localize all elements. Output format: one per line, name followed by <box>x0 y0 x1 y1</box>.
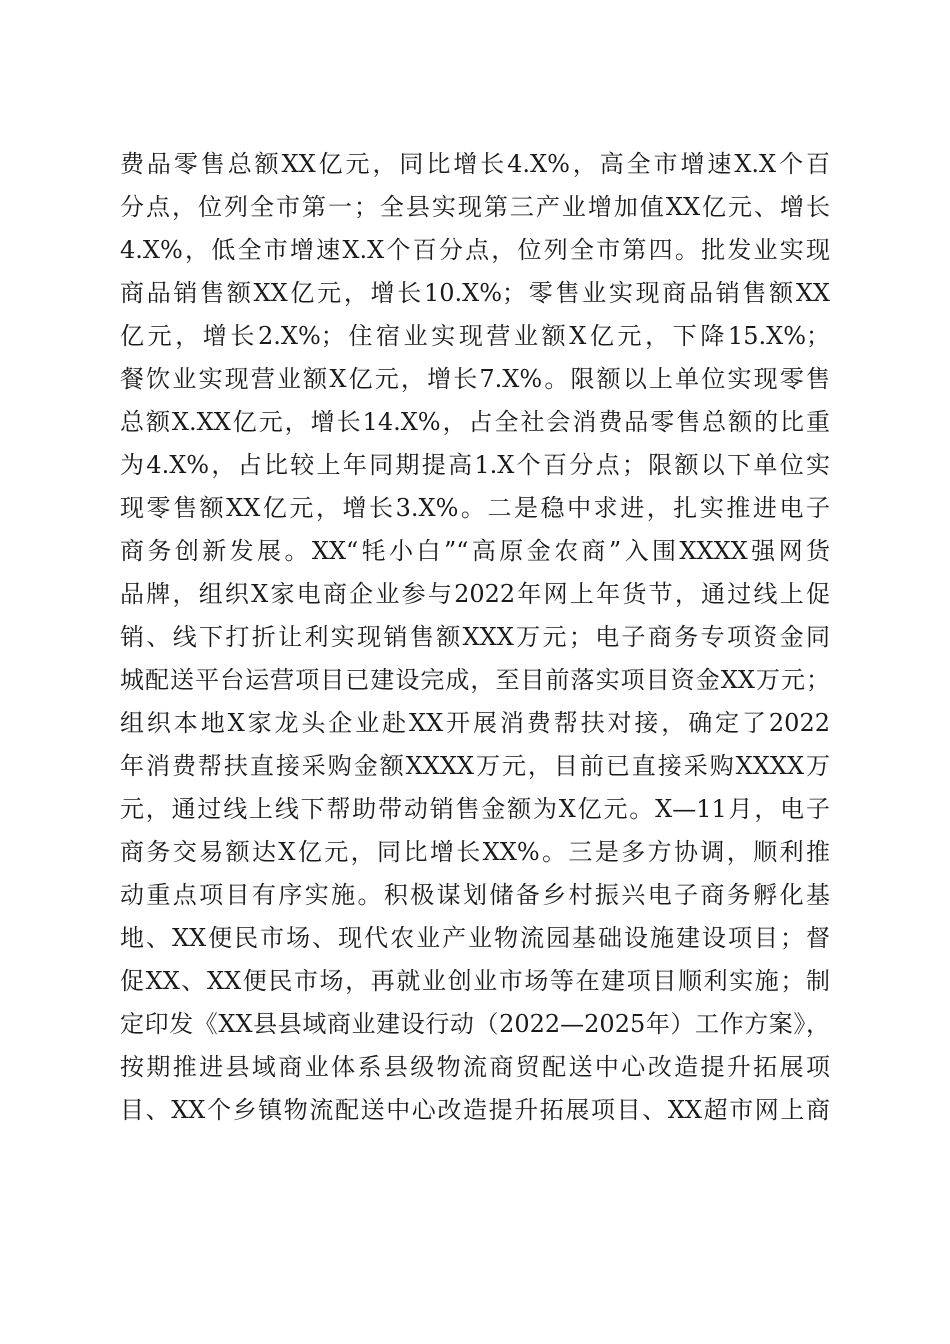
text-line: 商务创新发展。XX“牦小白”“高原金农商”入围XXXX强网货 <box>120 537 830 565</box>
text-line: 动重点项目有序实施。积极谋划储备乡村振兴电子商务孵化基 <box>120 881 830 909</box>
text-line: 销、线下打折让利实现销售额XXX万元；电子商务专项资金同 <box>120 623 830 651</box>
text-line: 地、XX便民市场、现代农业产业物流园基础设施建设项目；督 <box>120 924 830 952</box>
text-line: 总额X.XX亿元，增长14.X%，占全社会消费品零售总额的比重 <box>120 408 830 436</box>
body-text <box>120 143 830 1132</box>
text-line: 元，通过线上线下帮助带动销售金额为X亿元。X—11月，电子 <box>120 795 830 823</box>
text-line: 现零售额XX亿元，增长3.X%。二是稳中求进，扎实推进电子 <box>120 494 830 522</box>
text-line: 分点，位列全市第一；全县实现第三产业增加值XX亿元、增长 <box>120 193 830 221</box>
text-line: 促XX、XX便民市场，再就业创业市场等在建项目顺利实施；制 <box>120 967 830 995</box>
text-line: 组织本地X家龙头企业赴XX开展消费帮扶对接，确定了2022 <box>120 709 830 737</box>
text-line: 餐饮业实现营业额X亿元，增长7.X%。限额以上单位实现零售 <box>120 365 830 393</box>
text-line: 定印发《XX县县域商业建设行动（2022—2025年）工作方案》， <box>120 1010 830 1038</box>
text-line: 目、XX个乡镇物流配送中心改造提升拓展项目、XX超市网上商 <box>120 1096 830 1124</box>
text-line: 亿元，增长2.X%；住宿业实现营业额X亿元，下降15.X%； <box>120 322 830 350</box>
text-line: 商品销售额XX亿元，增长10.X%；零售业实现商品销售额XX <box>120 279 830 307</box>
text-line: 为4.X%，占比较上年同期提高1.X个百分点；限额以下单位实 <box>120 451 830 479</box>
text-line: 4.X%，低全市增速X.X个百分点，位列全市第四。批发业实现 <box>120 236 830 264</box>
text-line: 品牌，组织X家电商企业参与2022年网上年货节，通过线上促 <box>120 580 830 608</box>
text-line: 按期推进县域商业体系县级物流商贸配送中心改造提升拓展项 <box>120 1053 830 1081</box>
text-line: 城配送平台运营项目已建设完成，至目前落实项目资金XX万元； <box>120 666 830 694</box>
text-line: 商务交易额达X亿元，同比增长XX%。三是多方协调，顺利推 <box>120 838 830 866</box>
text-line: 费品零售总额XX亿元，同比增长4.X%，高全市增速X.X个百 <box>120 150 830 178</box>
text-line: 年消费帮扶直接采购金额XXXX万元，目前已直接采购XXXX万 <box>120 752 830 780</box>
